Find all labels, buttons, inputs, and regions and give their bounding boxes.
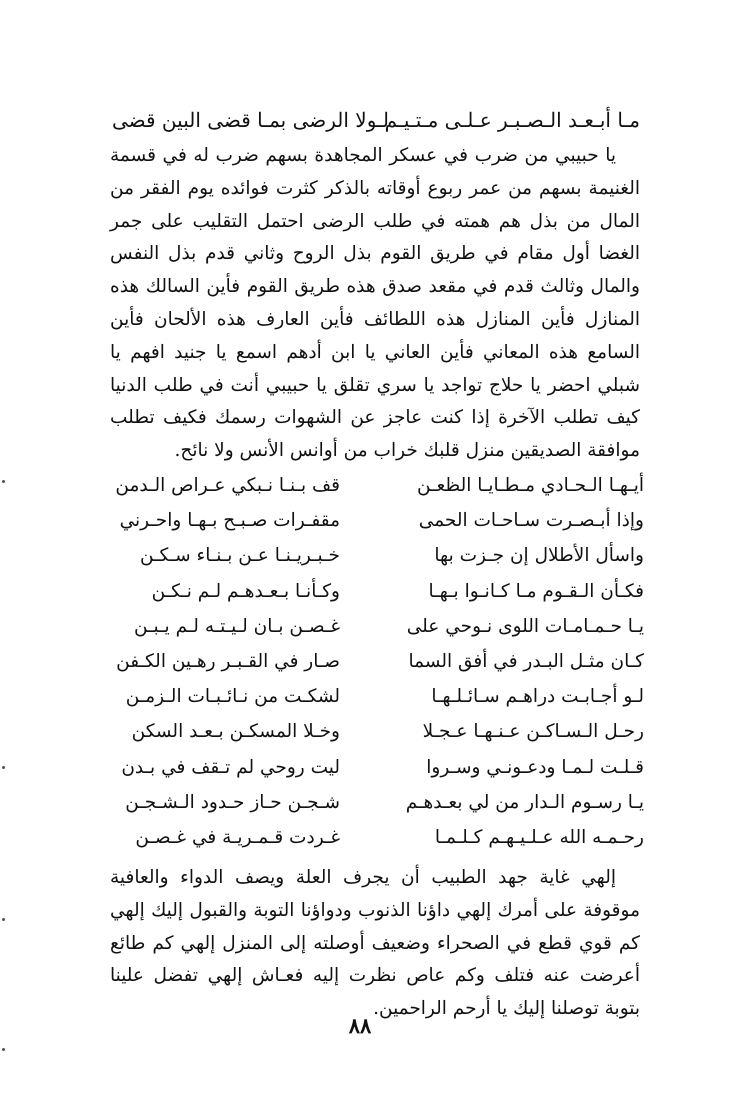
poem-verse [78,574,644,609]
opening-verse-first-hemistich: مـا أبـعـد الـصـبـر عـلـى مـتـيـم [384,108,640,132]
poem-verse [78,750,644,785]
poem-first-hemistich: واسأل الأطلال إن جـزت بها [434,545,644,567]
poem-first-hemistich: يـا رسـوم الـدار من لي بعـدهـم [405,791,644,813]
poem-first-hemistich: رحـمـه الله عـلـيـهـم كـلـمـا [434,826,644,848]
opening-verse-second-hemistich: لـولا الرضى بمـا قضى البين قضى [112,108,389,132]
poem-second-hemistich: صـار في القـبـر رهـين الكـفن [116,650,340,672]
poem-verse [78,468,644,503]
poem-first-hemistich: قـلـت لـمـا ودعـونـي وسـروا [426,756,644,778]
poem-verse [78,538,644,573]
poem-verse [78,644,644,679]
poem-first-hemistich: أيـهـا الـحـادي مـطـايـا الظعـن [417,475,644,496]
poem-first-hemistich: لـو أجـابـت دراهـم سـائـلـهـا [431,686,644,708]
poem-second-hemistich: غـصـن بـان لـيـتـه لـم يـبـن [134,615,340,637]
poem-first-hemistich: كـان مثـل البـدر في أفق السما [408,650,644,672]
opening-verse [112,102,640,138]
scan-mark [2,480,5,483]
poem-second-hemistich: شـجـن حـاز حـدود الـشـجـن [125,791,340,813]
poem-second-hemistich: ليت روحي لم تـقف في بـدن [121,756,340,778]
poem-second-hemistich: وكـأنـا بـعـدهـم لـم نـكـن [151,580,340,602]
poem-verse [78,785,644,820]
poem-verse [78,714,644,749]
page-number: ٨٨ [348,1013,372,1038]
poem-second-hemistich: غـردت قـمـريـة في غـصـن [135,826,340,848]
poem-first-hemistich: فكـأن الـقـوم مـا كـانـوا بـهـا [428,580,644,602]
poem-verse [78,679,644,714]
prose-paragraph-2: إلهي غاية جهد الطبيب أن يجرف العلة ويصف الدواء والعافية موقوفة على أمرك إلهي داؤنا الذنوب ودواؤنا التوبة والقبول إليك إلهي كم قوي قطع في الصحراء وضعيف أوصلته إلى المنزل إلهي كم طائع أعرضت عنه فتلف وكم عاص نظرت إليه فعـاش إلهي تفضل علينا بتوبة توصلنا إليك يا أرحم الراحمين. [110,867,640,1020]
poem-first-hemistich: وإذا أبـصـرت سـاحـات الحمى [418,510,644,532]
poem-second-hemistich: خـبـريـنـا عـن بـنـاء سـكـن [139,545,340,567]
poem-verse [78,820,644,855]
scan-mark [2,766,5,769]
poem-verse [78,609,644,644]
poem-second-hemistich: قف بـنـا نـبكي عـراص الـدمن [115,475,340,496]
poem-verse [78,503,644,538]
prose-paragraph-1: يا حبيبي من ضرب في عسكر المجاهدة بسهم ضرب له في قسمة الغنيمة بسهم من عمر ربوع أوقاته بالذكر كثرت فوائده يوم الفقر من المال من بذل هم همته في طلب الرضى احتمل التقليب على جمر الغضا أول مقام في طريق القوم بذل الروح وثاني قدم بذل النفس والمال وثالث قدم في مقعد صدق هذه طريق القوم فأين السالك هذه المنازل فأين المنازل هذه اللطائف فأين العارف هذه الألحان فأين السامع هذه المعاني فأين العاني يا ابن أدهم اسمع يا جنيد افهم يا شبلي احضر يا حلاج تواجد يا سري تقلق يا حبيبي أنت في طلب الدنيا كيف تطلب الآخرة إذا كنت عاجز عن الشهوات رسمك فكيف تطلب موافقة الصديقين منزل قلبك خراب من أوانس الأنس ولا نائح. [110,145,640,462]
poem-first-hemistich: رحـل الـسـاكـن عـنـهـا عـجـلا [422,721,644,743]
poem-second-hemistich: مقفـرات صـبـح بـهـا واحـرني [119,510,340,532]
poem-second-hemistich: لشكـت من نـائـبـات الـزمـن [125,686,340,708]
scan-mark [2,918,5,921]
poem [78,468,644,855]
scan-mark [2,1048,5,1051]
poem-first-hemistich: يـا حـمـامـات اللوى نـوحي على [406,615,644,637]
poem-second-hemistich: وخـلا المسكـن بـعـد السكن [131,721,340,743]
